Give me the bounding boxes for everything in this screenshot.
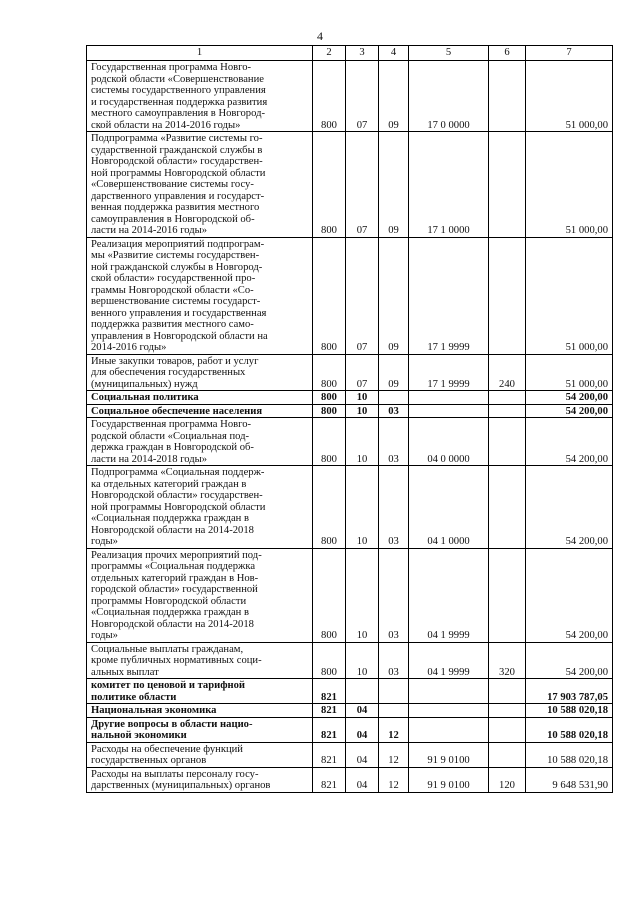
cell-expense-type — [489, 132, 526, 238]
table-row — [87, 642, 613, 679]
cell-subsection — [379, 391, 409, 405]
table-row — [87, 391, 613, 405]
table-row — [87, 679, 613, 704]
cell-target-article — [409, 679, 489, 704]
cell-subsection: 12 — [379, 717, 409, 742]
cell-subsection: 03 — [379, 418, 409, 466]
table-row — [87, 237, 613, 354]
row-name: Национальная экономика — [87, 704, 313, 718]
cell-ministry-code: 800 — [313, 642, 346, 679]
cell-target-article: 17 1 9999 — [409, 354, 489, 391]
cell-expense-type — [489, 466, 526, 549]
cell-ministry-code: 800 — [313, 61, 346, 132]
cell-target-article: 17 1 0000 — [409, 132, 489, 238]
cell-amount: 54 200,00 — [526, 548, 613, 642]
cell-subsection: 03 — [379, 404, 409, 418]
cell-amount: 51 000,00 — [526, 132, 613, 238]
table-row — [87, 704, 613, 718]
cell-amount: 54 200,00 — [526, 642, 613, 679]
cell-amount: 54 200,00 — [526, 404, 613, 418]
table-row — [87, 132, 613, 238]
cell-target-article: 91 9 0100 — [409, 742, 489, 767]
cell-subsection — [379, 704, 409, 718]
table-row — [87, 767, 613, 792]
cell-target-article — [409, 404, 489, 418]
page-number: 4 — [317, 29, 323, 43]
cell-ministry-code: 800 — [313, 418, 346, 466]
cell-amount: 10 588 020,18 — [526, 742, 613, 767]
cell-expense-type — [489, 418, 526, 466]
column-header: 6 — [489, 46, 526, 61]
table-row — [87, 418, 613, 466]
cell-section: 07 — [346, 61, 379, 132]
column-header: 1 — [87, 46, 313, 61]
cell-target-article: 04 1 9999 — [409, 548, 489, 642]
row-name: Подпрограмма «Социальная поддерж- ка отдельных категорий граждан в Новгородской области» государствен- ной программы Новгородской области «Социальная поддержка граждан в Новгородской области на 2014-2018 годы» — [87, 466, 313, 549]
column-header: 7 — [526, 46, 613, 61]
cell-section: 10 — [346, 548, 379, 642]
cell-section: 04 — [346, 704, 379, 718]
cell-ministry-code: 800 — [313, 466, 346, 549]
cell-section: 04 — [346, 767, 379, 792]
cell-subsection: 12 — [379, 767, 409, 792]
cell-section: 10 — [346, 418, 379, 466]
cell-section: 10 — [346, 391, 379, 405]
cell-ministry-code: 821 — [313, 717, 346, 742]
cell-expense-type: 320 — [489, 642, 526, 679]
cell-amount: 54 200,00 — [526, 418, 613, 466]
row-name: Подпрограмма «Развитие системы го- сударственной гражданской службы в Новгородской области» государствен- ной программы Новгородской области «Совершенствование системы госу- дарственного управления и государст- венная поддержка развития местного самоуправления в Новгородской об- ласти на 2014-2016 годы» — [87, 132, 313, 238]
row-name: Социальное обеспечение населения — [87, 404, 313, 418]
cell-subsection: 03 — [379, 548, 409, 642]
cell-section — [346, 679, 379, 704]
cell-amount: 10 588 020,18 — [526, 704, 613, 718]
cell-section: 07 — [346, 237, 379, 354]
cell-section: 04 — [346, 742, 379, 767]
table-row — [87, 717, 613, 742]
column-header: 3 — [346, 46, 379, 61]
cell-expense-type: 240 — [489, 354, 526, 391]
row-name: Социальные выплаты гражданам, кроме публичных нормативных соци- альных выплат — [87, 642, 313, 679]
table-row — [87, 61, 613, 132]
cell-target-article: 17 1 9999 — [409, 237, 489, 354]
cell-amount: 54 200,00 — [526, 466, 613, 549]
cell-target-article — [409, 391, 489, 405]
row-name: Реализация прочих мероприятий под- программы «Социальная поддержка отдельных категорий граждан в Нов- городской области» государственной программы Новгородской области «Социальная поддержка граждан в Новгородской области на 2014-2018 годы» — [87, 548, 313, 642]
cell-expense-type — [489, 237, 526, 354]
cell-subsection: 09 — [379, 354, 409, 391]
cell-ministry-code: 800 — [313, 132, 346, 238]
cell-expense-type — [489, 391, 526, 405]
cell-section: 04 — [346, 717, 379, 742]
cell-subsection — [379, 679, 409, 704]
cell-target-article: 17 0 0000 — [409, 61, 489, 132]
table-header-row — [87, 46, 613, 61]
row-name: Расходы на выплаты персоналу госу- дарственных (муниципальных) органов — [87, 767, 313, 792]
cell-target-article — [409, 704, 489, 718]
cell-ministry-code: 821 — [313, 704, 346, 718]
table-row — [87, 404, 613, 418]
cell-ministry-code: 800 — [313, 391, 346, 405]
table-row — [87, 466, 613, 549]
budget-table — [86, 45, 613, 793]
cell-ministry-code: 821 — [313, 742, 346, 767]
cell-target-article: 91 9 0100 — [409, 767, 489, 792]
row-name: Государственная программа Новго- родской области «Социальная под- держка граждан в Новгородской об- ласти на 2014-2018 годы» — [87, 418, 313, 466]
cell-subsection: 09 — [379, 61, 409, 132]
cell-subsection: 09 — [379, 237, 409, 354]
cell-expense-type: 120 — [489, 767, 526, 792]
cell-expense-type — [489, 717, 526, 742]
cell-amount: 17 903 787,05 — [526, 679, 613, 704]
cell-subsection: 12 — [379, 742, 409, 767]
table-row — [87, 548, 613, 642]
cell-subsection: 03 — [379, 466, 409, 549]
cell-expense-type — [489, 704, 526, 718]
cell-target-article — [409, 717, 489, 742]
cell-amount: 51 000,00 — [526, 237, 613, 354]
cell-ministry-code: 800 — [313, 404, 346, 418]
row-name: Расходы на обеспечение функций государственных органов — [87, 742, 313, 767]
cell-target-article: 04 0 0000 — [409, 418, 489, 466]
cell-ministry-code: 821 — [313, 767, 346, 792]
table-row — [87, 742, 613, 767]
row-name: Иные закупки товаров, работ и услуг для обеспечения государственных (муниципальных) нужд — [87, 354, 313, 391]
cell-amount: 51 000,00 — [526, 61, 613, 132]
cell-subsection: 09 — [379, 132, 409, 238]
row-name: Другие вопросы в области нацио- нальной экономики — [87, 717, 313, 742]
column-header: 5 — [409, 46, 489, 61]
cell-ministry-code: 821 — [313, 679, 346, 704]
cell-expense-type — [489, 679, 526, 704]
cell-section: 10 — [346, 404, 379, 418]
row-name: Реализация мероприятий подпрограм- мы «Развитие системы государствен- ной гражданской службы в Новгород- ской области» государственной про- граммы Новгородской области «Со- вершенствование системы государст- венного управления и государственная поддержка развития местного само- управления в Новгородской области на 2014-2016 годы» — [87, 237, 313, 354]
cell-section: 07 — [346, 132, 379, 238]
row-name: Государственная программа Новго- родской области «Совершенствование системы государственного управления и государственная поддержка развития местного самоуправления в Новгород- ской области на 2014-2016 годы» — [87, 61, 313, 132]
cell-expense-type — [489, 61, 526, 132]
cell-target-article: 04 1 9999 — [409, 642, 489, 679]
cell-amount: 51 000,00 — [526, 354, 613, 391]
cell-expense-type — [489, 548, 526, 642]
column-header: 4 — [379, 46, 409, 61]
column-header: 2 — [313, 46, 346, 61]
row-name: Социальная политика — [87, 391, 313, 405]
cell-expense-type — [489, 404, 526, 418]
cell-section: 10 — [346, 466, 379, 549]
cell-amount: 10 588 020,18 — [526, 717, 613, 742]
cell-target-article: 04 1 0000 — [409, 466, 489, 549]
cell-section: 10 — [346, 642, 379, 679]
cell-expense-type — [489, 742, 526, 767]
table-row — [87, 354, 613, 391]
cell-section: 07 — [346, 354, 379, 391]
cell-ministry-code: 800 — [313, 237, 346, 354]
cell-amount: 54 200,00 — [526, 391, 613, 405]
cell-ministry-code: 800 — [313, 548, 346, 642]
cell-ministry-code: 800 — [313, 354, 346, 391]
cell-subsection: 03 — [379, 642, 409, 679]
cell-amount: 9 648 531,90 — [526, 767, 613, 792]
row-name: комитет по ценовой и тарифной политике области — [87, 679, 313, 704]
